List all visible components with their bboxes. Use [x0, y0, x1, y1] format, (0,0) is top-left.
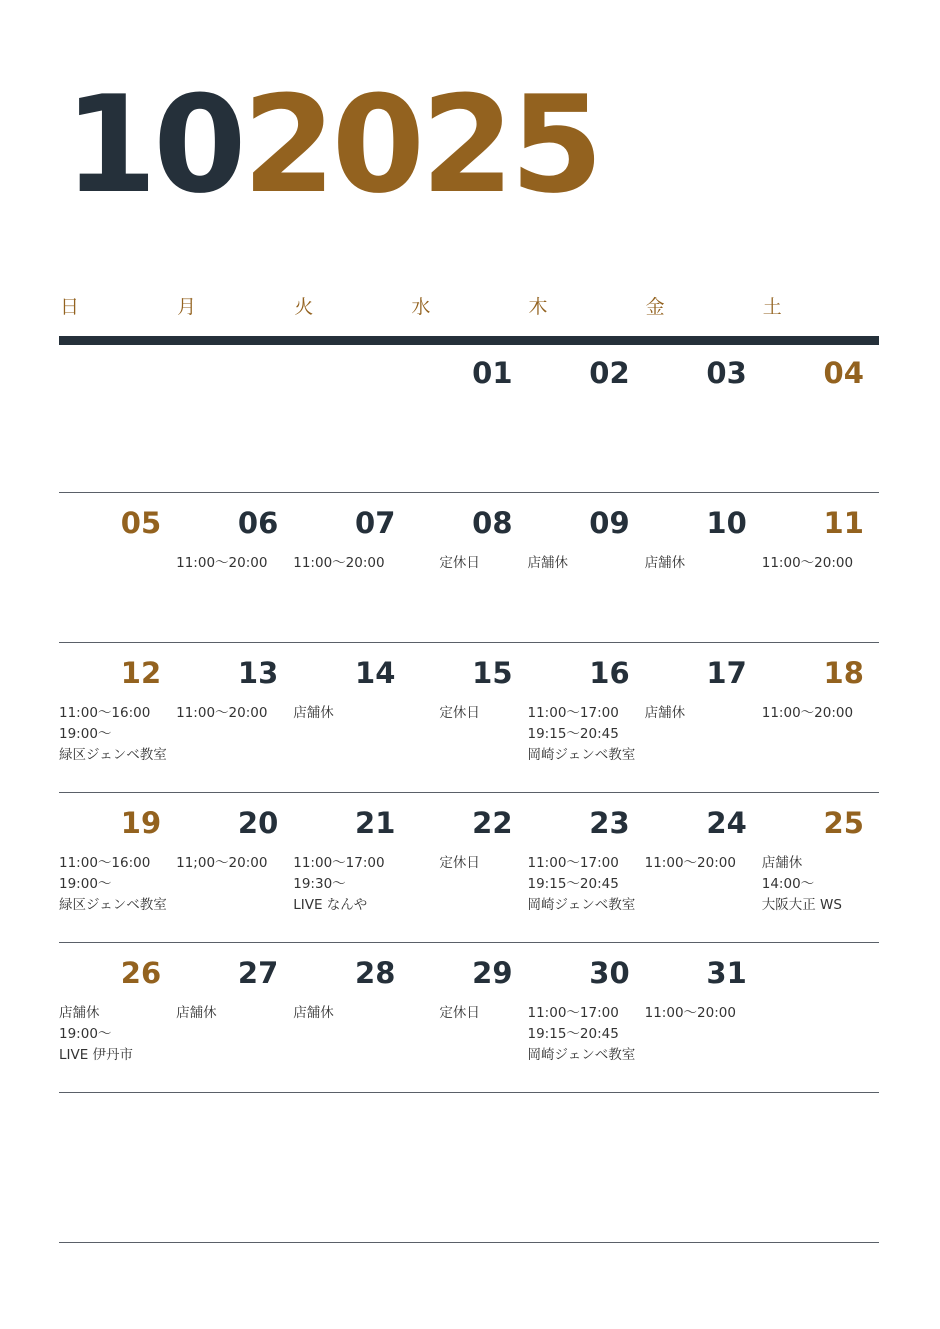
day-number: 23	[589, 806, 630, 840]
day-number: 26	[120, 956, 162, 990]
day-schedule: 11:00～17:00 19:30～ LIVE なんや	[293, 855, 385, 913]
day-cell-26	[59, 943, 176, 1093]
day-schedule: 店舗休	[293, 705, 334, 721]
day-schedule: 店舗休	[176, 1005, 217, 1021]
day-number: 15	[472, 656, 513, 690]
week-divider	[59, 1242, 879, 1243]
weekday-sat: 土	[762, 296, 782, 318]
day-schedule: 11:00～20:00	[644, 855, 736, 871]
weekday-header	[59, 292, 879, 322]
day-cell-10	[645, 493, 762, 643]
day-cell-15	[410, 643, 527, 793]
day-number: 05	[120, 506, 162, 540]
day-cell-09	[528, 493, 645, 643]
day-number: 13	[237, 656, 279, 690]
weekday-tue: 火	[294, 296, 314, 318]
day-cell-24	[645, 793, 762, 943]
day-schedule: 定休日	[439, 855, 480, 871]
weekday-wed: 水	[411, 296, 431, 318]
week-row	[59, 793, 879, 943]
day-cell-27	[176, 943, 293, 1093]
day-number: 08	[472, 506, 513, 540]
day-schedule: 11:00～17:00 19:15～20:45 岡崎ジェンベ教室	[527, 705, 636, 763]
day-cell-14	[293, 643, 410, 793]
calendar-title	[64, 67, 600, 223]
day-cell-12	[59, 643, 176, 793]
day-cell-22	[410, 793, 527, 943]
day-schedule: 店舗休	[527, 555, 568, 571]
day-schedule: 11:00～20:00	[293, 555, 385, 571]
day-number: 04	[823, 356, 864, 390]
day-cell-17	[645, 643, 762, 793]
day-cell-empty	[528, 1093, 645, 1243]
day-number: 07	[355, 506, 396, 540]
day-schedule: 定休日	[439, 705, 480, 721]
day-cell-empty	[762, 943, 879, 1093]
day-number: 12	[120, 656, 162, 690]
week-row	[59, 1093, 879, 1243]
day-number: 10	[706, 506, 747, 540]
day-number: 06	[237, 506, 279, 540]
day-cell-28	[293, 943, 410, 1093]
day-cell-18	[762, 643, 879, 793]
month-number: 10	[64, 67, 243, 223]
day-cell-20	[176, 793, 293, 943]
week-row	[59, 643, 879, 793]
day-schedule: 11:00～20:00	[176, 555, 268, 571]
day-schedule: 11:00～20:00	[176, 705, 268, 721]
day-schedule: 店舗休 14:00～ 大阪大正 WS	[761, 855, 842, 913]
day-cell-19	[59, 793, 176, 943]
day-number: 29	[472, 956, 513, 990]
day-number: 20	[237, 806, 279, 840]
day-schedule: 店舗休	[644, 555, 686, 571]
day-cell-07	[293, 493, 410, 643]
day-number: 03	[706, 356, 747, 390]
day-cell-25	[762, 793, 879, 943]
day-cell-empty	[59, 343, 176, 493]
day-cell-01	[410, 343, 527, 493]
day-schedule: 店舗休	[293, 1005, 334, 1021]
day-cell-empty	[176, 1093, 293, 1243]
day-schedule: 店舗休 19:00～ LIVE 伊丹市	[59, 1005, 134, 1063]
day-number: 14	[355, 656, 396, 690]
weekday-mon: 月	[177, 296, 197, 318]
day-cell-11	[762, 493, 879, 643]
day-schedule: 11:00～16:00 19:00～ 緑区ジェンベ教室	[59, 855, 167, 913]
week-row	[59, 493, 879, 643]
day-number: 27	[237, 956, 279, 990]
day-number: 30	[589, 956, 630, 990]
day-cell-30	[528, 943, 645, 1093]
day-number: 16	[589, 656, 630, 690]
day-number: 09	[589, 506, 630, 540]
day-cell-08	[410, 493, 527, 643]
day-schedule: 11:00～16:00 19:00～ 緑区ジェンベ教室	[59, 705, 167, 763]
day-cell-empty	[762, 1093, 879, 1243]
day-cell-empty	[293, 1093, 410, 1243]
day-number: 31	[706, 956, 747, 990]
day-number: 21	[355, 806, 396, 840]
day-schedule: 11:00～17:00 19:15～20:45 岡崎ジェンベ教室	[527, 855, 636, 913]
day-cell-16	[528, 643, 645, 793]
day-cell-04	[762, 343, 879, 493]
day-cell-23	[528, 793, 645, 943]
day-number: 17	[706, 656, 747, 690]
day-schedule: 定休日	[439, 555, 480, 571]
day-cell-03	[645, 343, 762, 493]
day-cell-31	[645, 943, 762, 1093]
week-row	[59, 343, 879, 493]
day-cell-empty	[410, 1093, 527, 1243]
day-cell-13	[176, 643, 293, 793]
day-cell-02	[528, 343, 645, 493]
day-number: 19	[120, 806, 162, 840]
day-number: 11	[823, 506, 864, 540]
weekday-thu: 木	[528, 296, 548, 318]
day-schedule: 11:00～20:00	[644, 1005, 736, 1021]
day-cell-empty	[59, 1093, 176, 1243]
day-schedule: 11:00～20:00	[761, 705, 854, 721]
day-number: 22	[472, 806, 513, 840]
weekday-sun: 日	[60, 296, 80, 318]
day-cell-06	[176, 493, 293, 643]
day-schedule: 店舗休	[644, 705, 686, 721]
day-cell-05	[59, 493, 176, 643]
day-cell-empty	[176, 343, 293, 493]
week-row	[59, 943, 879, 1093]
weekday-fri: 金	[645, 296, 665, 318]
day-number: 18	[823, 656, 864, 690]
day-number: 25	[823, 806, 864, 840]
day-number: 02	[589, 356, 630, 390]
day-schedule: 11:00～17:00 19:15～20:45 岡崎ジェンベ教室	[527, 1005, 636, 1063]
day-cell-empty	[645, 1093, 762, 1243]
day-number: 28	[355, 956, 396, 990]
day-cell-29	[410, 943, 527, 1093]
day-cell-empty	[293, 343, 410, 493]
year-number: 2025	[242, 67, 600, 223]
day-schedule: 定休日	[439, 1005, 480, 1021]
day-schedule: 11;00～20:00	[176, 855, 268, 871]
day-number: 01	[472, 356, 513, 390]
day-cell-21	[293, 793, 410, 943]
day-schedule: 11:00～20:00	[761, 555, 854, 571]
day-number: 24	[706, 806, 747, 840]
